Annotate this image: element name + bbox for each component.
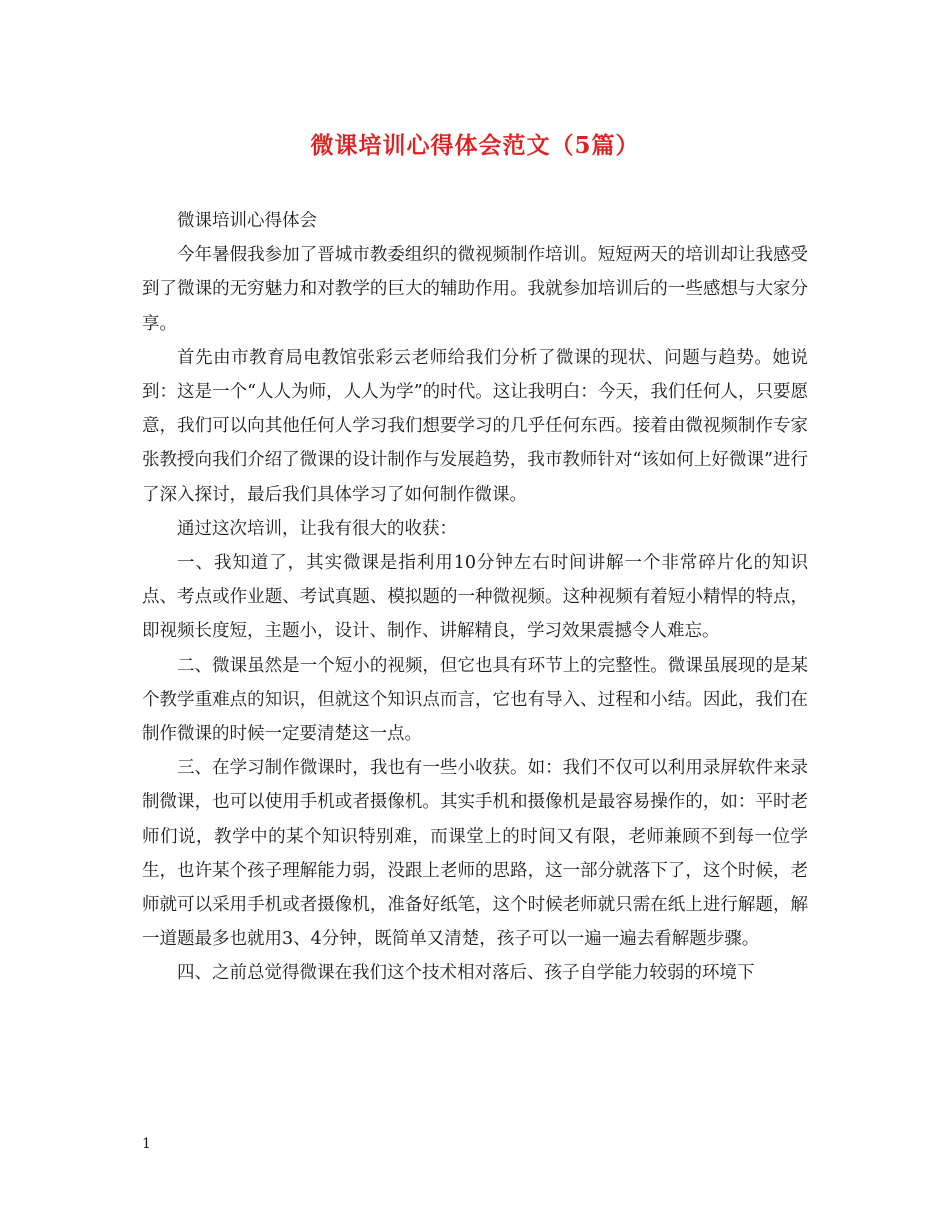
paragraph-1: 今年暑假我参加了晋城市教委组织的微视频制作培训。短短两天的培训却让我感受到了微课的无穷魅力和对教学的巨大的辅助作用。我就参加培训后的一些感想与大家分享。 [142, 245, 808, 334]
document-title: 微课培训心得体会范文（5篇） [310, 132, 640, 159]
document-body [142, 204, 808, 991]
paragraph-2: 首先由市教育局电教馆张彩云老师给我们分析了微课的现状、问题与趋势。她说到：这是一个“人人为师，人人为学”的时代。这让我明白：今天，我们任何人，只要愿意，我们可以向其他任何人学习我们想要学习的几乎任何东西。接着由微视频制作专家张教授向我们介绍了微课的设计制作与发展趋势，我市教师针对“该如何上好微课”进行了深入探讨，最后我们具体学习了如何制作微课。 [142, 347, 808, 505]
paragraph-6: 三、在学习制作微课时，我也有一些小收获。如：我们不仅可以利用录屏软件来录制微课，也可以使用手机或者摄像机。其实手机和摄像机是最容易操作的，如：平时老师们说，教学中的某个知识特别难，而课堂上的时间又有限，老师兼顾不到每一位学生，也许某个孩子理解能力弱，没跟上老师的思路，这一部分就落下了，这个时候，老师就可以采用手机或者摄像机，准备好纸笔，这个时候老师就只需在纸上进行解题，解一道题最多也就用3、4分钟，既简单又清楚，孩子可以一遍一遍去看解题步骤。 [142, 758, 808, 950]
page-number: 1 [142, 1136, 151, 1152]
paragraph-7: 四、之前总觉得微课在我们这个技术相对落后、孩子自学能力较弱的环境下 [177, 963, 755, 984]
section-heading: 微课培训心得体会 [177, 211, 317, 231]
paragraph-5: 二、微课虽然是一个短小的视频，但它也具有环节上的完整性。微课虽展现的是某个教学重难点的知识，但就这个知识点而言，它也有导入、过程和小结。因此，我们在制作微课的时候一定要清楚这一点。 [142, 655, 808, 745]
paragraph-4: 一、我知道了，其实微课是指利用10分钟左右时间讲解一个非常碎片化的知识点、考点或作业题、考试真题、模拟题的一种微视频。这种视频有着短小精悍的特点，即视频长度短，主题小，设计、制作、讲解精良，学习效果震撼令人难忘。 [142, 553, 808, 642]
paragraph-3: 通过这次培训，让我有很大的收获： [177, 518, 457, 539]
